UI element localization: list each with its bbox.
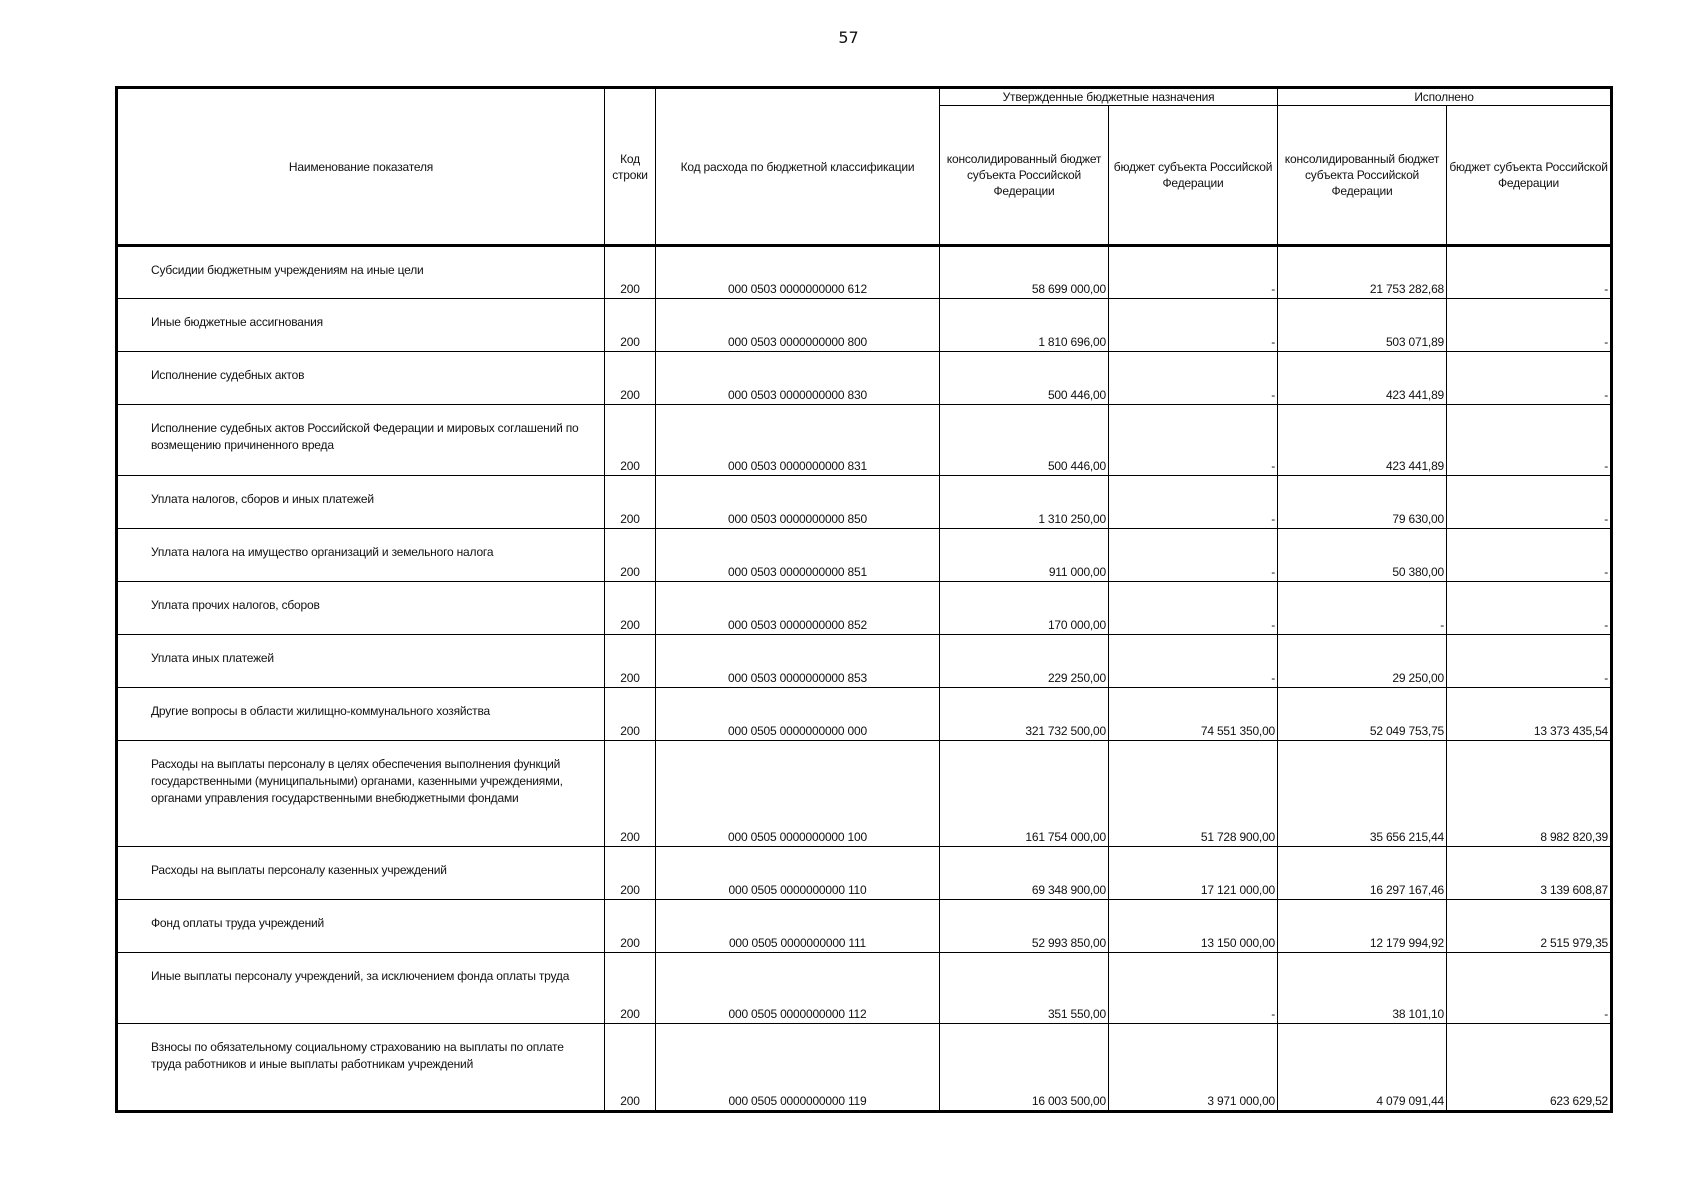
row-approved-subject: - <box>1109 582 1278 635</box>
row-approved-subject: - <box>1109 246 1278 299</box>
table-row <box>117 582 1612 635</box>
row-executed-consolidated: 4 079 091,44 <box>1278 1024 1447 1112</box>
table-row <box>117 953 1612 1024</box>
row-line-code: 200 <box>605 688 656 741</box>
row-approved-subject: - <box>1109 529 1278 582</box>
row-executed-consolidated: 21 753 282,68 <box>1278 246 1447 299</box>
row-name: Расходы на выплаты персоналу в целях обеспечения выполнения функций государственными (муниципальными) органами, казенными учреждениями, органами управления государственными внебюджетными фондами <box>117 741 605 847</box>
row-name: Расходы на выплаты персоналу казенных учреждений <box>117 847 605 900</box>
table-body <box>117 246 1612 1112</box>
row-kbk: 000 0505 0000000000 110 <box>656 847 940 900</box>
row-name: Субсидии бюджетным учреждениям на иные цели <box>117 246 605 299</box>
row-executed-subject: 623 629,52 <box>1447 1024 1612 1112</box>
row-line-code: 200 <box>605 405 656 476</box>
row-kbk: 000 0503 0000000000 612 <box>656 246 940 299</box>
row-executed-consolidated: 35 656 215,44 <box>1278 741 1447 847</box>
table-row <box>117 847 1612 900</box>
row-approved-subject: 51 728 900,00 <box>1109 741 1278 847</box>
row-executed-subject: - <box>1447 476 1612 529</box>
row-line-code: 200 <box>605 847 656 900</box>
row-approved-subject: - <box>1109 299 1278 352</box>
row-line-code: 200 <box>605 582 656 635</box>
table-row <box>117 246 1612 299</box>
row-approved-subject: - <box>1109 953 1278 1024</box>
header-executed-consolidated: консолидированный бюджет субъекта Российской Федерации <box>1278 106 1447 246</box>
row-executed-subject: - <box>1447 635 1612 688</box>
row-approved-subject: - <box>1109 476 1278 529</box>
row-name: Исполнение судебных актов <box>117 352 605 405</box>
table-row <box>117 405 1612 476</box>
row-executed-subject: - <box>1447 953 1612 1024</box>
row-line-code: 200 <box>605 529 656 582</box>
row-executed-subject: - <box>1447 299 1612 352</box>
row-name: Уплата налога на имущество организаций и земельного налога <box>117 529 605 582</box>
row-approved-subject: 13 150 000,00 <box>1109 900 1278 953</box>
row-approved-subject: 17 121 000,00 <box>1109 847 1278 900</box>
row-approved-subject: - <box>1109 635 1278 688</box>
row-approved-consolidated: 52 993 850,00 <box>940 900 1109 953</box>
row-executed-subject: - <box>1447 352 1612 405</box>
row-executed-consolidated: 503 071,89 <box>1278 299 1447 352</box>
row-approved-consolidated: 58 699 000,00 <box>940 246 1109 299</box>
header-approved-group: Утвержденные бюджетные назначения <box>940 88 1278 106</box>
row-executed-consolidated: 38 101,10 <box>1278 953 1447 1024</box>
page-number: 57 <box>838 28 859 47</box>
header-line-code: Код строки <box>605 88 656 246</box>
row-executed-subject: - <box>1447 405 1612 476</box>
row-approved-subject: - <box>1109 405 1278 476</box>
row-executed-subject: 2 515 979,35 <box>1447 900 1612 953</box>
row-name: Фонд оплаты труда учреждений <box>117 900 605 953</box>
row-kbk: 000 0503 0000000000 851 <box>656 529 940 582</box>
table-row <box>117 635 1612 688</box>
table-row <box>117 1024 1612 1112</box>
row-line-code: 200 <box>605 741 656 847</box>
row-kbk: 000 0505 0000000000 112 <box>656 953 940 1024</box>
row-approved-consolidated: 351 550,00 <box>940 953 1109 1024</box>
row-kbk: 000 0503 0000000000 852 <box>656 582 940 635</box>
row-kbk: 000 0503 0000000000 830 <box>656 352 940 405</box>
row-line-code: 200 <box>605 635 656 688</box>
header-kbk: Код расхода по бюджетной классификации <box>656 88 940 246</box>
row-executed-consolidated: 79 630,00 <box>1278 476 1447 529</box>
row-approved-subject: 74 551 350,00 <box>1109 688 1278 741</box>
row-line-code: 200 <box>605 246 656 299</box>
row-kbk: 000 0505 0000000000 000 <box>656 688 940 741</box>
row-kbk: 000 0503 0000000000 853 <box>656 635 940 688</box>
row-executed-consolidated: 50 380,00 <box>1278 529 1447 582</box>
row-name: Уплата иных платежей <box>117 635 605 688</box>
header-executed-subject: бюджет субъекта Российской Федерации <box>1447 106 1612 246</box>
row-executed-consolidated: - <box>1278 582 1447 635</box>
row-name: Другие вопросы в области жилищно-коммунального хозяйства <box>117 688 605 741</box>
budget-execution-table <box>115 86 1613 1113</box>
row-line-code: 200 <box>605 953 656 1024</box>
row-executed-subject: 3 139 608,87 <box>1447 847 1612 900</box>
row-line-code: 200 <box>605 352 656 405</box>
table-row <box>117 299 1612 352</box>
row-approved-consolidated: 500 446,00 <box>940 405 1109 476</box>
table-row <box>117 741 1612 847</box>
row-approved-consolidated: 321 732 500,00 <box>940 688 1109 741</box>
row-executed-consolidated: 423 441,89 <box>1278 352 1447 405</box>
row-line-code: 200 <box>605 299 656 352</box>
row-approved-consolidated: 911 000,00 <box>940 529 1109 582</box>
row-approved-consolidated: 500 446,00 <box>940 352 1109 405</box>
row-executed-consolidated: 12 179 994,92 <box>1278 900 1447 953</box>
row-approved-consolidated: 69 348 900,00 <box>940 847 1109 900</box>
row-line-code: 200 <box>605 900 656 953</box>
table-row <box>117 352 1612 405</box>
row-executed-subject: 13 373 435,54 <box>1447 688 1612 741</box>
row-approved-consolidated: 1 310 250,00 <box>940 476 1109 529</box>
row-name: Уплата прочих налогов, сборов <box>117 582 605 635</box>
row-executed-subject: 8 982 820,39 <box>1447 741 1612 847</box>
table-row <box>117 688 1612 741</box>
row-line-code: 200 <box>605 476 656 529</box>
row-approved-consolidated: 16 003 500,00 <box>940 1024 1109 1112</box>
row-approved-consolidated: 1 810 696,00 <box>940 299 1109 352</box>
row-kbk: 000 0503 0000000000 850 <box>656 476 940 529</box>
row-name: Исполнение судебных актов Российской Федерации и мировых соглашений по возмещению причиненного вреда <box>117 405 605 476</box>
row-executed-subject: - <box>1447 582 1612 635</box>
row-name: Иные бюджетные ассигнования <box>117 299 605 352</box>
row-name: Уплата налогов, сборов и иных платежей <box>117 476 605 529</box>
header-name: Наименование показателя <box>117 88 605 246</box>
row-kbk: 000 0505 0000000000 119 <box>656 1024 940 1112</box>
table-row <box>117 476 1612 529</box>
row-approved-consolidated: 170 000,00 <box>940 582 1109 635</box>
row-kbk: 000 0505 0000000000 111 <box>656 900 940 953</box>
row-executed-subject: - <box>1447 246 1612 299</box>
header-approved-consolidated: консолидированный бюджет субъекта Российской Федерации <box>940 106 1109 246</box>
row-kbk: 000 0503 0000000000 800 <box>656 299 940 352</box>
row-executed-consolidated: 16 297 167,46 <box>1278 847 1447 900</box>
table-row <box>117 900 1612 953</box>
row-approved-subject: - <box>1109 352 1278 405</box>
row-approved-subject: 3 971 000,00 <box>1109 1024 1278 1112</box>
header-approved-subject: бюджет субъекта Российской Федерации <box>1109 106 1278 246</box>
row-kbk: 000 0505 0000000000 100 <box>656 741 940 847</box>
row-executed-subject: - <box>1447 529 1612 582</box>
table-row <box>117 529 1612 582</box>
row-executed-consolidated: 423 441,89 <box>1278 405 1447 476</box>
row-executed-consolidated: 52 049 753,75 <box>1278 688 1447 741</box>
row-name: Иные выплаты персоналу учреждений, за исключением фонда оплаты труда <box>117 953 605 1024</box>
row-approved-consolidated: 161 754 000,00 <box>940 741 1109 847</box>
row-executed-consolidated: 29 250,00 <box>1278 635 1447 688</box>
row-kbk: 000 0503 0000000000 831 <box>656 405 940 476</box>
header-executed-group: Исполнено <box>1278 88 1612 106</box>
row-approved-consolidated: 229 250,00 <box>940 635 1109 688</box>
row-line-code: 200 <box>605 1024 656 1112</box>
row-name: Взносы по обязательному социальному страхованию на выплаты по оплате труда работников и иные выплаты работникам учреждений <box>117 1024 605 1112</box>
